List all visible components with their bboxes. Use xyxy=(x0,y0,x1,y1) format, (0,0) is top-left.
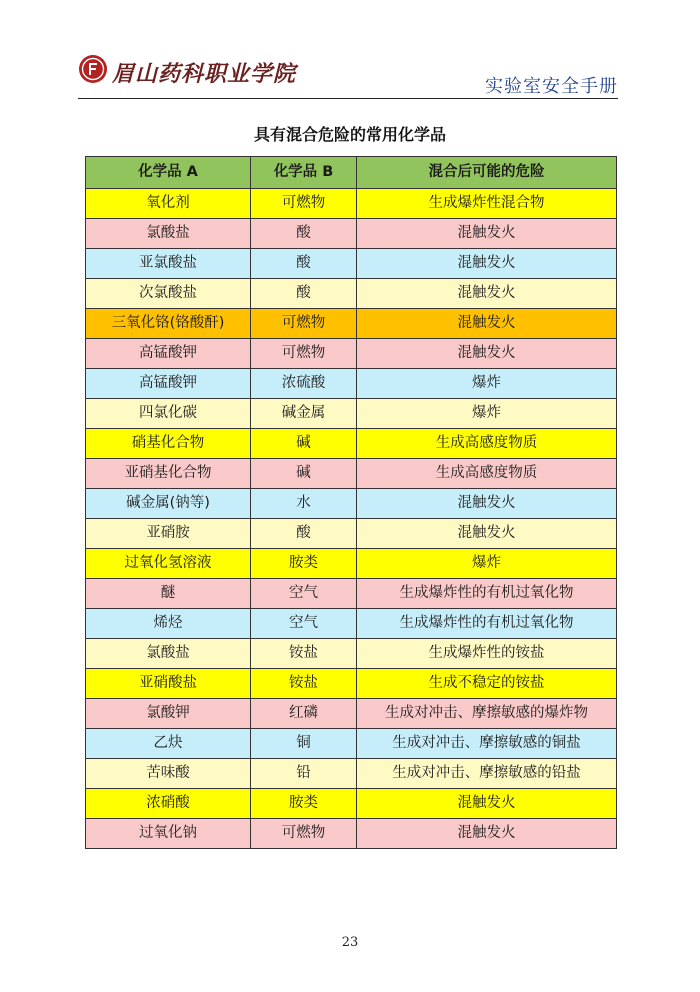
cell-chemical-a: 氯酸盐 xyxy=(86,219,251,249)
cell-chemical-b: 碱 xyxy=(251,429,357,459)
cell-chemical-a: 亚氯酸盐 xyxy=(86,249,251,279)
table-row xyxy=(86,459,617,489)
cell-chemical-b: 胺类 xyxy=(251,789,357,819)
table-row xyxy=(86,249,617,279)
cell-chemical-b: 碱 xyxy=(251,459,357,489)
table-row xyxy=(86,729,617,759)
cell-hazard: 生成爆炸性的铵盐 xyxy=(357,639,617,669)
cell-chemical-b: 红磷 xyxy=(251,699,357,729)
table-body xyxy=(86,189,617,849)
cell-chemical-a: 醚 xyxy=(86,579,251,609)
cell-hazard: 混触发火 xyxy=(357,309,617,339)
table-row xyxy=(86,669,617,699)
cell-hazard: 混触发火 xyxy=(357,789,617,819)
cell-chemical-a: 烯烃 xyxy=(86,609,251,639)
cell-hazard: 混触发火 xyxy=(357,339,617,369)
table-row xyxy=(86,609,617,639)
cell-hazard: 生成对冲击、摩擦敏感的铅盐 xyxy=(357,759,617,789)
header-chemical-a: 化学品 A xyxy=(86,157,251,189)
manual-title: 实验室安全手册 xyxy=(485,76,618,97)
cell-hazard: 生成不稳定的铵盐 xyxy=(357,669,617,699)
cell-hazard: 混触发火 xyxy=(357,249,617,279)
table-row xyxy=(86,489,617,519)
cell-chemical-a: 过氧化氢溶液 xyxy=(86,549,251,579)
cell-hazard: 混触发火 xyxy=(357,819,617,849)
cell-chemical-b: 胺类 xyxy=(251,549,357,579)
cell-hazard: 爆炸 xyxy=(357,399,617,429)
cell-hazard: 爆炸 xyxy=(357,549,617,579)
cell-chemical-b: 可燃物 xyxy=(251,309,357,339)
cell-hazard: 生成爆炸性的有机过氧化物 xyxy=(357,579,617,609)
table-row xyxy=(86,399,617,429)
cell-chemical-b: 可燃物 xyxy=(251,819,357,849)
cell-hazard: 生成爆炸性的有机过氧化物 xyxy=(357,609,617,639)
cell-chemical-b: 碱金属 xyxy=(251,399,357,429)
table-row xyxy=(86,579,617,609)
cell-chemical-b: 酸 xyxy=(251,249,357,279)
table-row xyxy=(86,219,617,249)
cell-chemical-a: 亚硝胺 xyxy=(86,519,251,549)
cell-chemical-b: 铵盐 xyxy=(251,639,357,669)
cell-chemical-b: 铜 xyxy=(251,729,357,759)
cell-chemical-a: 氯酸盐 xyxy=(86,639,251,669)
table-row xyxy=(86,339,617,369)
cell-chemical-b: 水 xyxy=(251,489,357,519)
college-seal-icon xyxy=(78,54,108,84)
cell-chemical-a: 三氧化铬(铬酸酐) xyxy=(86,309,251,339)
cell-chemical-a: 高锰酸钾 xyxy=(86,369,251,399)
cell-chemical-b: 铅 xyxy=(251,759,357,789)
cell-hazard: 生成对冲击、摩擦敏感的铜盐 xyxy=(357,729,617,759)
cell-chemical-a: 高锰酸钾 xyxy=(86,339,251,369)
cell-hazard: 生成对冲击、摩擦敏感的爆炸物 xyxy=(357,699,617,729)
cell-chemical-a: 氯酸钾 xyxy=(86,699,251,729)
cell-chemical-b: 可燃物 xyxy=(251,189,357,219)
cell-chemical-b: 可燃物 xyxy=(251,339,357,369)
page-number: 23 xyxy=(341,935,359,950)
cell-hazard: 爆炸 xyxy=(357,369,617,399)
cell-hazard: 混触发火 xyxy=(357,279,617,309)
cell-chemical-a: 亚硝基化合物 xyxy=(86,459,251,489)
table-row xyxy=(86,309,617,339)
table-title: 具有混合危险的常用化学品 xyxy=(253,125,446,144)
institution-logo-text: 眉山药科职业学院 xyxy=(112,61,297,87)
cell-chemical-b: 酸 xyxy=(251,519,357,549)
header-hazard: 混合后可能的危险 xyxy=(357,157,617,189)
table-row xyxy=(86,699,617,729)
cell-hazard: 生成高感度物质 xyxy=(357,459,617,489)
cell-chemical-a: 次氯酸盐 xyxy=(86,279,251,309)
cell-chemical-b: 空气 xyxy=(251,579,357,609)
table-row xyxy=(86,429,617,459)
table-row xyxy=(86,519,617,549)
cell-chemical-b: 浓硫酸 xyxy=(251,369,357,399)
header-chemical-b: 化学品 B xyxy=(251,157,357,189)
cell-hazard: 混触发火 xyxy=(357,219,617,249)
table-header-row xyxy=(86,157,617,189)
header-divider xyxy=(78,98,618,99)
table-row xyxy=(86,819,617,849)
cell-chemical-a: 亚硝酸盐 xyxy=(86,669,251,699)
page-header xyxy=(78,50,618,102)
table-row xyxy=(86,279,617,309)
cell-chemical-a: 硝基化合物 xyxy=(86,429,251,459)
table-row xyxy=(86,759,617,789)
cell-hazard: 生成爆炸性混合物 xyxy=(357,189,617,219)
cell-chemical-a: 四氯化碳 xyxy=(86,399,251,429)
cell-chemical-a: 浓硝酸 xyxy=(86,789,251,819)
cell-hazard: 混触发火 xyxy=(357,489,617,519)
cell-hazard: 生成高感度物质 xyxy=(357,429,617,459)
cell-chemical-b: 空气 xyxy=(251,609,357,639)
cell-chemical-b: 酸 xyxy=(251,219,357,249)
cell-chemical-b: 酸 xyxy=(251,279,357,309)
cell-chemical-a: 苦味酸 xyxy=(86,759,251,789)
cell-chemical-a: 乙炔 xyxy=(86,729,251,759)
table-row xyxy=(86,369,617,399)
cell-chemical-b: 铵盐 xyxy=(251,669,357,699)
table-row xyxy=(86,549,617,579)
table-row xyxy=(86,639,617,669)
cell-chemical-a: 碱金属(钠等) xyxy=(86,489,251,519)
table-row xyxy=(86,189,617,219)
table-row xyxy=(86,789,617,819)
cell-hazard: 混触发火 xyxy=(357,519,617,549)
cell-chemical-a: 过氧化钠 xyxy=(86,819,251,849)
cell-chemical-a: 氧化剂 xyxy=(86,189,251,219)
hazard-table xyxy=(85,156,617,849)
